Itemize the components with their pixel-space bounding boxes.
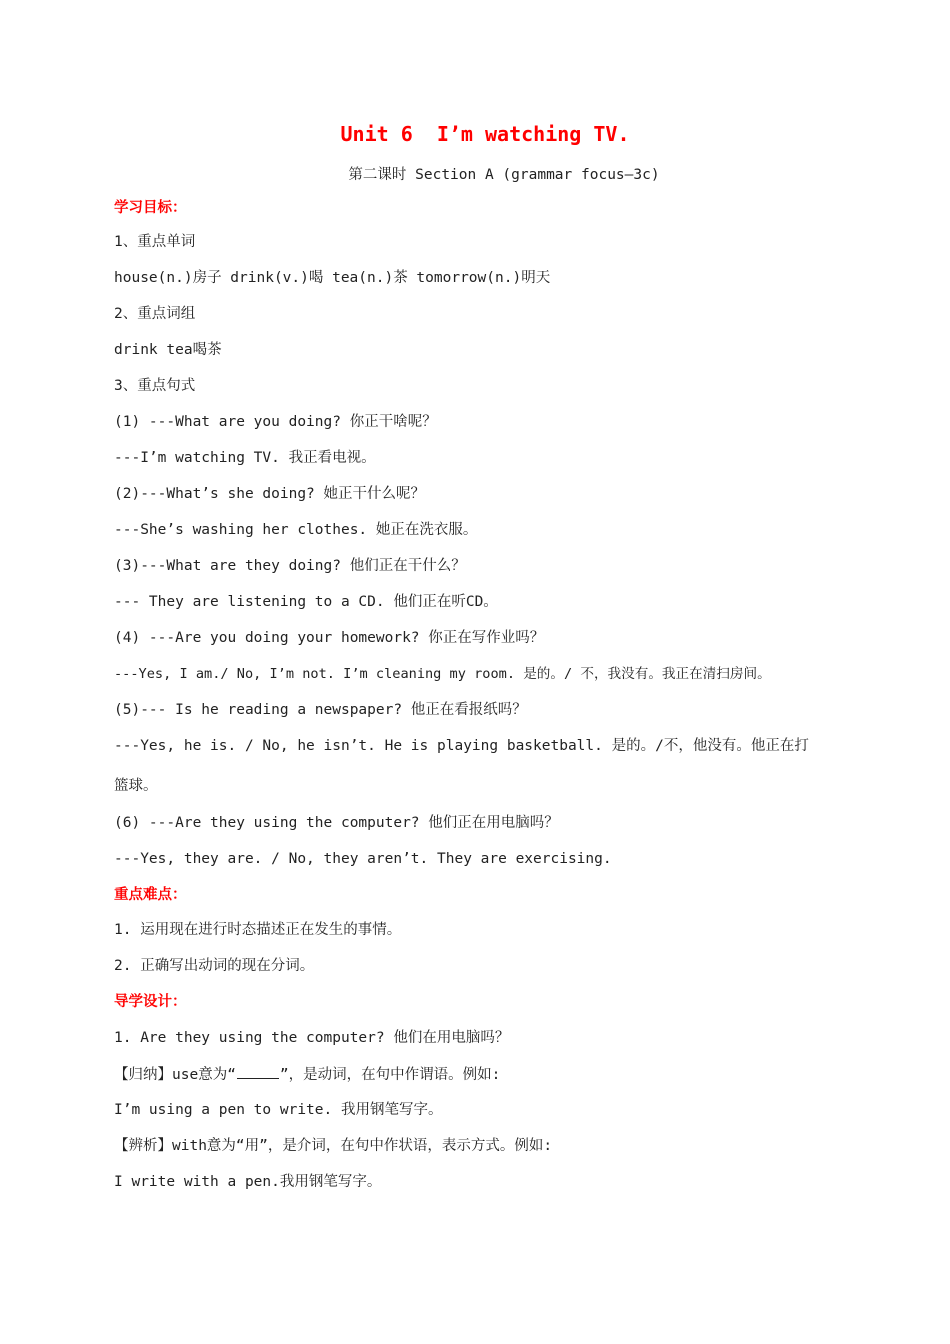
difficulty-item: 2. 正确写出动词的现在分词。: [114, 958, 315, 974]
summary-prefix: 【归纳】use意为“: [114, 1067, 236, 1083]
example-use: I’m using a pen to write. 我用钢笔写字。: [114, 1102, 443, 1118]
example-with: I write with a pen.我用钢笔写字。: [114, 1174, 382, 1190]
summary-line: [114, 1064, 500, 1085]
objectives-heading: 学习目标：: [114, 200, 187, 216]
lesson-subtitle: 第二课时 Section A (grammar focus—3c): [348, 167, 660, 183]
difficulties-heading: 重点难点：: [114, 887, 187, 903]
sentence-line: --- They are listening to a CD. 他们正在听CD。: [114, 594, 498, 610]
sentence-line: (2)---What’s she doing? 她正干什么呢？: [114, 486, 426, 502]
guide-heading: 导学设计：: [114, 994, 187, 1010]
sentence-line: ---She’s washing her clothes. 她正在洗衣服。: [114, 522, 478, 538]
phrases-heading: 2、重点词组: [114, 306, 196, 322]
sentence-line: ---Yes, he is. / No, he isn’t. He is playing basketball. 是的。/不，他没有。他正在打: [114, 738, 809, 754]
sentence-line: 篮球。: [114, 778, 158, 794]
sentence-line: (5)--- Is he reading a newspaper? 他正在看报纸吗？: [114, 702, 527, 718]
phrases-line: drink tea喝茶: [114, 342, 222, 358]
sentence-line: (1) ---What are you doing? 你正干啥呢？: [114, 414, 437, 430]
sentence-line: (3)---What are they doing? 他们正在干什么？: [114, 558, 466, 574]
sentence-line: (4) ---Are you doing your homework? 你正在写作业吗？: [114, 630, 545, 646]
page-title: Unit 6 I’m watching TV.: [340, 122, 630, 146]
sentence-line: ---Yes, I am./ No, I’m not. I’m cleaning my room. 是的。/ 不，我没有。我正在清扫房间。: [114, 666, 771, 682]
difficulty-item: 1. 运用现在进行时态描述正在发生的事情。: [114, 922, 402, 938]
analysis-line: 【辨析】with意为“用”，是介词，在句中作状语，表示方式。例如:: [114, 1138, 553, 1154]
fill-in-blank[interactable]: [237, 1064, 279, 1079]
sentence-line: ---Yes, they are. / No, they aren’t. They are exercising.: [114, 851, 612, 867]
vocab-heading: 1、重点单词: [114, 234, 196, 250]
sentence-line: ---I’m watching TV. 我正看电视。: [114, 450, 376, 466]
sentence-line: (6) ---Are they using the computer? 他们正在用电脑吗？: [114, 815, 559, 831]
guide-question: 1. Are they using the computer? 他们在用电脑吗？: [114, 1030, 510, 1046]
summary-suffix: ”，是动词，在句中作谓语。例如:: [279, 1067, 501, 1083]
sentences-heading: 3、重点句式: [114, 378, 196, 394]
vocab-line: house(n.)房子 drink(v.)喝 tea(n.)茶 tomorrow(n.)明天: [114, 270, 551, 286]
